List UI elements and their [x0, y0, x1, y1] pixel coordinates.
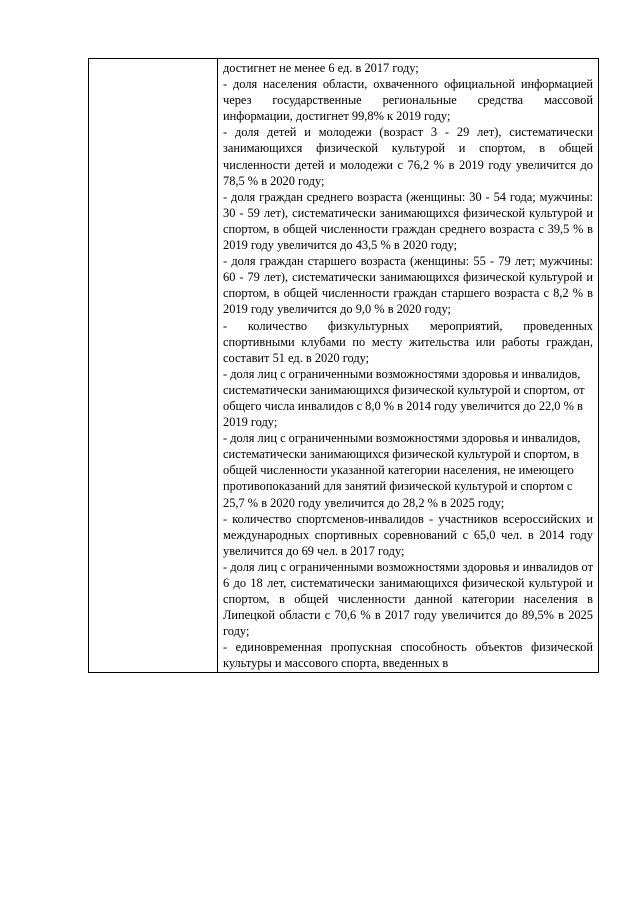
paragraph: - доля детей и молодежи (возраст 3 - 29 лет), систематически занимающихся физической культурой и спортом, в общей численности детей и молодежи с 76,2 % в 2019 году увеличится до 78,5 % в 2020 году;	[223, 125, 593, 188]
paragraph: - количество физкультурных мероприятий, проведенных спортивными клубами по месту жительства или работы граждан, составит 51 ед. в 2020 году;	[223, 318, 593, 365]
table-row	[89, 59, 599, 673]
paragraph: - доля лиц с ограниченными возможностями здоровья и инвалидов, систематически занимающихся физической культурой и спортом, в общей численности указанной категории населения, не имеющего противопоказаний для занятий физической культурой и спортом с 25,7 % в 2020 году увеличится до 28,2 % в 2025 году;	[223, 431, 581, 510]
paragraph: - доля лиц с ограниченными возможностями здоровья и инвалидов от 6 до 18 лет, систематически занимающихся физической культурой и спортом, в общей численности данной категории населения в Липецкой области с 70,6 % в 2017 году увеличится до 89,5% в 2025 году;	[223, 559, 593, 639]
paragraph: - доля населения области, охваченного официальной информацией через государственные региональные средства массовой информации, достигнет 99,8% к 2019 году;	[223, 77, 593, 124]
content-table	[88, 58, 599, 673]
paragraph: достигнет не менее 6 ед. в 2017 году;	[223, 61, 419, 75]
left-cell-content	[89, 59, 217, 60]
paragraph: - единовременная пропускная способность объектов физической культуры и массового спорта, введенных в	[223, 640, 593, 671]
right-cell-content	[218, 59, 598, 672]
paragraph: - доля лиц с ограниченными возможностями здоровья и инвалидов, систематически занимающихся физической культурой и спортом, от общего числа инвалидов с 8,0 % в 2014 году увеличится до 22,0 % в 2019 году;	[223, 366, 585, 430]
paragraph: - количество спортсменов-инвалидов - участников всероссийских и международных спортивных соревнований с 65,0 чел. в 2014 году увеличится до 69 чел. в 2017 году;	[223, 511, 593, 558]
table-cell-right	[218, 59, 599, 673]
paragraph: - доля граждан среднего возраста (женщины: 30 - 54 года; мужчины: 30 - 59 лет), систематически занимающихся физической культурой и спортом, в общей численности граждан среднего возраста с 39,5 % в 2019 году увеличится до 43,5 % в 2020 году;	[223, 189, 593, 253]
table-cell-left	[89, 59, 218, 673]
paragraph: - доля граждан старшего возраста (женщины: 55 - 79 лет; мужчины: 60 - 79 лет), систематически занимающихся физической культурой и спортом, в общей численности граждан старшего возраста с 8,2 % в 2019 году увеличится до 9,0 % в 2020 году;	[223, 254, 593, 317]
